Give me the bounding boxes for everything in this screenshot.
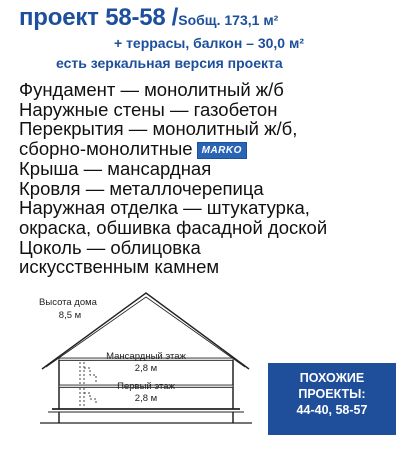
- spec-item: Наружные стены — газобетон: [19, 98, 278, 120]
- terraces-area: + террасы, балкон – 30,0 м²: [114, 35, 304, 51]
- spec-item: сборно-монолитные: [19, 138, 193, 160]
- spec-item: искусственным камнем: [19, 256, 220, 278]
- project-title: проект 58-58: [19, 4, 166, 31]
- attic-floor-height: 2,8 м: [134, 363, 158, 374]
- project-header: [19, 4, 409, 71]
- spec-item-with-logo: [19, 139, 404, 159]
- spec-item: Крыша — мансардная: [19, 157, 212, 179]
- total-area: [172, 4, 279, 32]
- title-slash: /: [171, 4, 179, 31]
- similar-projects-line1: ПОХОЖИЕ: [299, 371, 365, 385]
- total-area-value: Sобщ. 173,1 м²: [178, 12, 279, 28]
- ground-floor-height: 2,8 м: [134, 393, 158, 404]
- spec-list: [19, 80, 404, 277]
- spec-item: Перекрытия — монолитный ж/б,: [19, 118, 298, 140]
- marko-logo: MARKO: [197, 142, 247, 159]
- ground-floor-label: Первый этаж: [117, 381, 175, 392]
- similar-projects-list[interactable]: 44-40, 58-57: [296, 403, 368, 417]
- attic-floor-label: Мансардный этаж: [106, 351, 186, 362]
- spec-item: Наружная отделка — штукатурка,: [19, 197, 310, 219]
- mirror-version-note: есть зеркальная версия проекта: [56, 55, 283, 71]
- spec-item: Цоколь — облицовка: [19, 236, 201, 258]
- spec-item: Кровля — металлочерепица: [19, 177, 264, 199]
- spec-item: окраска, обшивка фасадной доской: [19, 216, 328, 238]
- house-height-label: Высота дома: [39, 297, 97, 308]
- title-line: [19, 4, 409, 32]
- house-height-value: 8,5 м: [58, 310, 82, 321]
- similar-projects-box[interactable]: [268, 363, 396, 435]
- similar-projects-line2: ПРОЕКТЫ:: [298, 387, 366, 401]
- spec-item: Фундамент — монолитный ж/б: [19, 79, 284, 100]
